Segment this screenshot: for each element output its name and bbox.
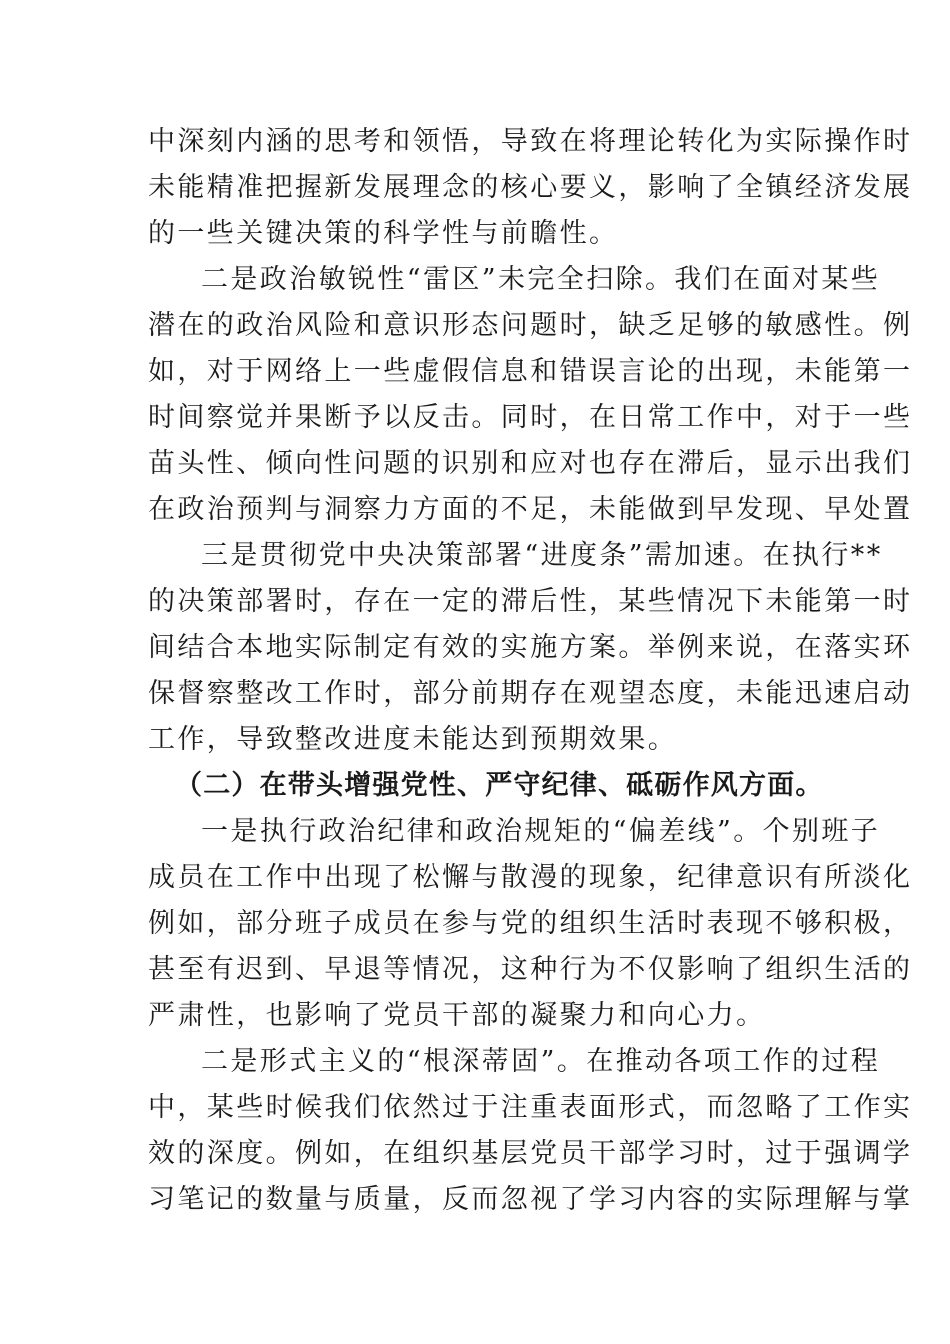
- paragraph-line: 习笔记的数量与质量，反而忽视了学习内容的实际理解与掌: [148, 1184, 913, 1215]
- paragraph-line: 成员在工作中出现了松懈与散漫的现象，纪律意识有所淡化: [148, 862, 913, 893]
- paragraph-line: 二是形式主义的“根深蒂固”。在推动各项工作的过程: [201, 1046, 881, 1077]
- paragraph-line: 工作，导致整改进度未能达到预期效果。: [148, 724, 678, 755]
- paragraph-line: 间结合本地实际制定有效的实施方案。举例来说，在落实环: [148, 632, 913, 663]
- paragraph-line: 的一些关键决策的科学性与前瞻性。: [148, 218, 619, 249]
- paragraph-line: 二是政治敏锐性“雷区”未完全扫除。我们在面对某些: [201, 264, 881, 295]
- paragraph-line: 甚至有迟到、早退等情况，这种行为不仅影响了组织生活的: [148, 954, 913, 985]
- section-heading: （二）在带头增强党性、严守纪律、砥砺作风方面。: [175, 770, 824, 801]
- paragraph-line: 如，对于网络上一些虚假信息和错误言论的出现，未能第一: [148, 356, 913, 387]
- paragraph-line: 保督察整改工作时，部分前期存在观望态度，未能迅速启动: [148, 678, 913, 709]
- paragraph-line: 的决策部署时，存在一定的滞后性，某些情况下未能第一时: [148, 586, 913, 617]
- paragraph-line: 苗头性、倾向性问题的识别和应对也存在滞后，显示出我们: [148, 448, 913, 479]
- paragraph-line: 严肃性，也影响了党员干部的凝聚力和向心力。: [148, 1000, 766, 1031]
- paragraph-line: 三是贯彻党中央决策部署“进度条”需加速。在执行**: [201, 540, 883, 571]
- paragraph-line: 中，某些时候我们依然过于注重表面形式，而忽略了工作实: [148, 1092, 913, 1123]
- paragraph-line: 未能精准把握新发展理念的核心要义，影响了全镇经济发展: [148, 172, 913, 203]
- paragraph-line: 例如，部分班子成员在参与党的组织生活时表现不够积极，: [148, 908, 913, 939]
- paragraph-line: 在政治预判与洞察力方面的不足，未能做到早发现、早处置: [148, 494, 913, 525]
- paragraph-line: 中深刻内涵的思考和领悟，导致在将理论转化为实际操作时: [148, 126, 913, 157]
- paragraph-line: 效的深度。例如，在组织基层党员干部学习时，过于强调学: [148, 1138, 913, 1169]
- paragraph-line: 潜在的政治风险和意识形态问题时，缺乏足够的敏感性。例: [148, 310, 913, 341]
- paragraph-line: 时间察觉并果断予以反击。同时，在日常工作中，对于一些: [148, 402, 913, 433]
- paragraph-line: 一是执行政治纪律和政治规矩的“偏差线”。个别班子: [201, 816, 881, 847]
